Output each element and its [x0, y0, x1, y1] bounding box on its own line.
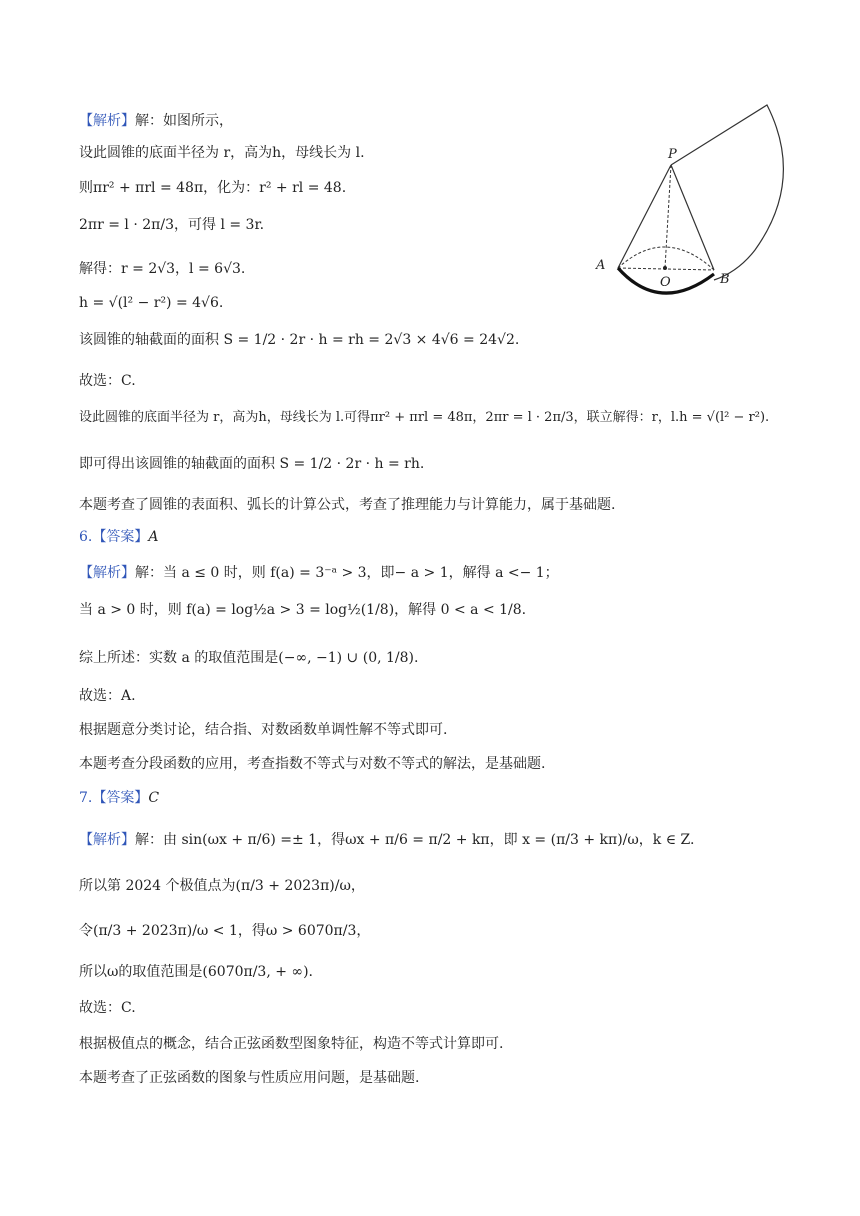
q6-line-1-text: 解：当 a ≤ 0 时，则 f(a) = 3⁻ᵃ > 3，即− a > 1，解得 a <− 1；	[135, 565, 559, 581]
q6-line-5: 根据题意分类讨论，结合指、对数函数单调性解不等式即可.	[79, 722, 448, 738]
q6-line-2: 当 a > 0 时，则 f(a) = log½a > 3 = log½(1/8)，解得 0 < a < 1/8.	[79, 602, 527, 618]
q7-line-3: 令(π/3 + 2023π)/ω < 1，得ω > 6070π/3，	[79, 923, 371, 939]
q6-line-4: 故选：A.	[79, 688, 136, 704]
cone-side-left	[618, 165, 671, 268]
q5-line-10: 即可得出该圆锥的轴截面的面积 S = 1/2 · 2r · h = rh.	[79, 456, 425, 472]
analysis-tag: 【解析】	[79, 832, 135, 848]
cone-figure	[590, 100, 790, 300]
cone-height	[665, 165, 671, 268]
q5-analysis-line-1	[79, 111, 233, 131]
analysis-tag: 【解析】	[79, 565, 135, 581]
q7-line-1-text: 解：由 sin(ωx + π/6) =± 1，得ωx + π/6 = π/2 + kπ，即 x = (π/3 + kπ)/ω，k ∈ Z.	[135, 832, 695, 848]
answer-tag-6: 6.【答案】	[79, 529, 149, 545]
q5-line-6: h = √(l² − r²) = 4√6.	[79, 295, 224, 311]
label-B: B	[720, 272, 730, 287]
label-A: A	[596, 258, 606, 273]
q5-line-4: 2πr = l · 2π/3，可得 l = 3r.	[79, 217, 265, 233]
q7-line-2: 所以第 2024 个极值点为(π/3 + 2023π)/ω，	[79, 878, 365, 894]
q6-answer-value: A	[148, 529, 159, 545]
q5-line-11: 本题考查了圆锥的表面积、弧长的计算公式，考查了推理能力与计算能力，属于基础题.	[79, 497, 616, 513]
q5-line-2: 设此圆锥的底面半径为 r，高为h，母线长为 l.	[79, 145, 365, 161]
q5-line-9: 设此圆锥的底面半径为 r，高为h，母线长为 l.可得πr² + πrl = 48π，2πr = l · 2π/3，联立解得：r，l.h = √(l² − r²).	[79, 410, 770, 425]
q5-line-3: 则πr² + πrl = 48π，化为：r² + rl = 48.	[79, 180, 347, 196]
analysis-tag: 【解析】	[79, 113, 135, 129]
center-point	[663, 266, 667, 270]
q7-line-5: 故选：C.	[79, 1000, 136, 1016]
q6-line-6: 本题考查分段函数的应用，考查指数不等式与对数不等式的解法，是基础题.	[79, 756, 546, 772]
q6-line-3: 综上所述：实数 a 的取值范围是(−∞, −1) ∪ (0, 1/8).	[79, 650, 419, 666]
label-P: P	[668, 147, 677, 162]
q7-line-7: 本题考查了正弦函数的图象与性质应用问题，是基础题.	[79, 1070, 420, 1086]
sector-outline	[671, 105, 783, 280]
q7-line-4: 所以ω的取值范围是(6070π/3, + ∞).	[79, 964, 313, 980]
q5-line-1-text: 解：如图所示，	[135, 113, 233, 129]
label-O: O	[660, 275, 671, 290]
answer-tag-7: 7.【答案】	[79, 790, 149, 806]
q5-line-8: 故选：C.	[79, 373, 136, 389]
q6-answer-line	[79, 527, 158, 547]
q5-line-5: 解得：r = 2√3，l = 6√3.	[79, 261, 246, 277]
q7-answer-line	[79, 788, 159, 808]
q7-answer-value: C	[148, 790, 160, 806]
q7-analysis-line-1	[79, 830, 694, 850]
q7-line-6: 根据极值点的概念，结合正弦函数型图象特征，构造不等式计算即可.	[79, 1036, 504, 1052]
q6-analysis-line-1	[79, 563, 559, 583]
q5-line-7: 该圆锥的轴截面的面积 S = 1/2 · 2r · h = rh = 2√3 × 4√6 = 24√2.	[79, 332, 520, 348]
